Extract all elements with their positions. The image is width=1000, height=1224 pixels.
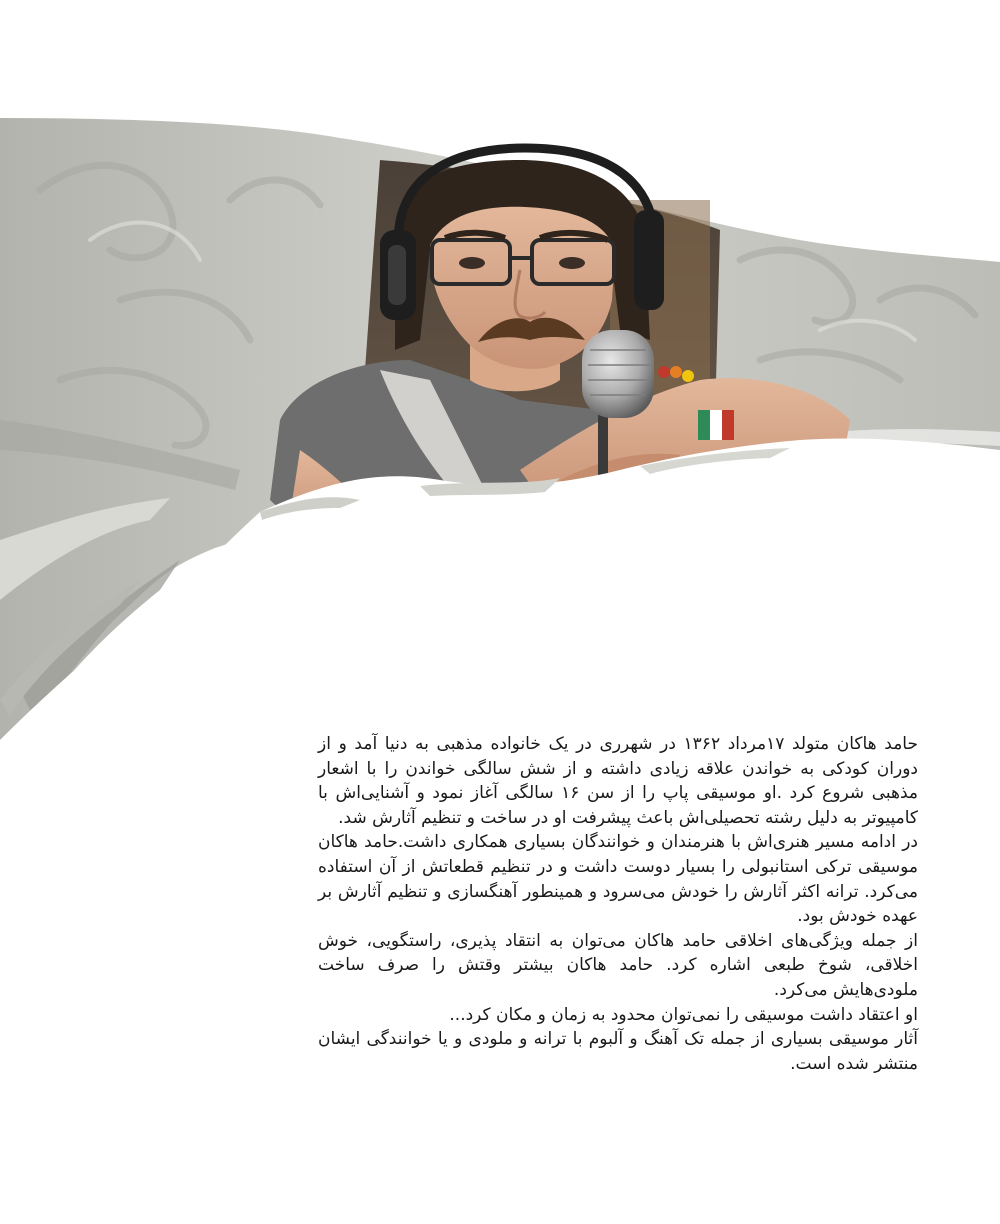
bio-paragraph-birth: حامد هاکان متولد ۱۷مرداد ۱۳۶۲ در شهرری در یک خانواده مذهبی به دنیا آمد و از دوران کودکی به خواندن علاقه زیادی داشته و از شش سالگی خواندن را با اشعار مذهبی شروع کرد .او موسیقی پاپ را از سن ۱۶ سالگی آغاز نمود و آشنایی‌اش با کامپیوتر به دلیل رشته تحصیلی‌اش باعث پیشرفت او در ساخت و تنظیم آثارش شد.: [318, 734, 919, 828]
bio-paragraph-works: آثار موسیقی بسیاری از جمله تک آهنگ و آلبوم با ترانه و ملودی و یا خوانندگی ایشان منتشر شده است.: [318, 1029, 918, 1074]
bio-paragraph-career: در ادامه مسیر هنری‌اش با هنرمندان و خوانندگان بسیاری همکاری داشت.حامد هاکان موسیقی ترکی استانبولی را بسیار دوست داشت و در تنظیم قطعاتش از آن استفاده می‌کرد. ترانه اکثر آثارش را خودش می‌سرود و همینطور آهنگسازی و تنظیم آثارش بر عهده خودش بود.: [318, 832, 918, 927]
bio-paragraph-traits: از جمله ویژگی‌های اخلاقی حامد هاکان می‌توان به انتقاد پذیری، راستگویی، خوش اخلاقی، شوخ طبعی اشاره کرد. حامد هاکان بیشتر وقتش را صرف ساخت ملودی‌هایش می‌کرد.: [318, 930, 918, 1000]
biography-text: [318, 732, 918, 1076]
bio-paragraph-belief: او اعتقاد داشت موسیقی را نمی‌توان محدود به زمان و مکان کرد...: [449, 1004, 918, 1025]
